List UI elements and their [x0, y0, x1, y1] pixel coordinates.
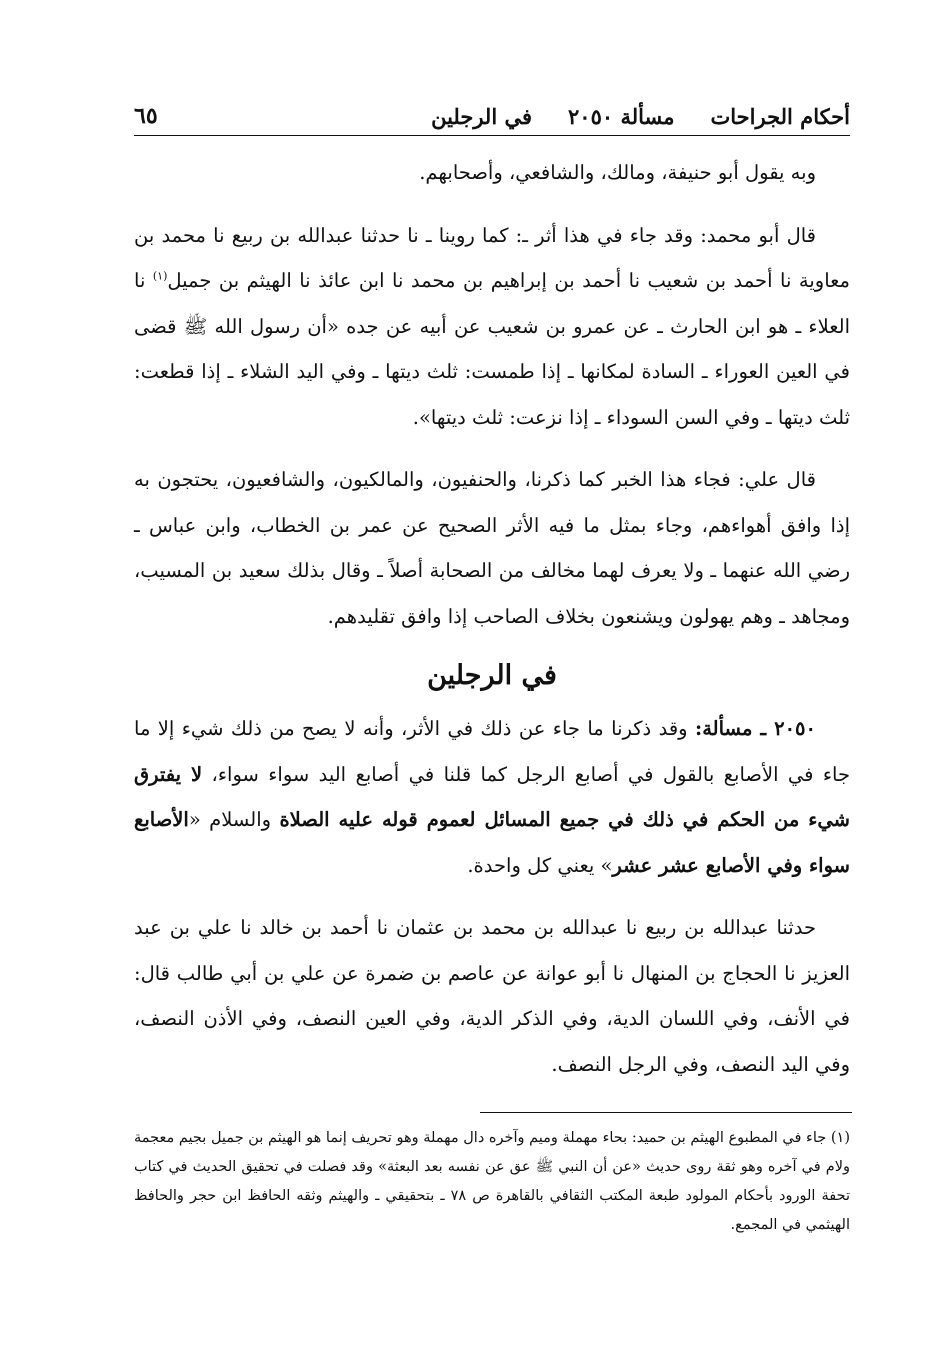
issue-text-c: » يعني كل واحدة.	[467, 853, 613, 877]
footnote-1: (١) جاء في المطبوع الهيثم بن حميد: بحاء مهملة وميم وآخره دال مهملة وهو تحريف إنما هو الهيثم بن جميل بجيم معجمة ولام في آخره وهو ثقة روى حديث «عن أن النبي ﷺ عق عن نفسه بعد البعثة» وقد فصلت في تحقيق الحديث في كتاب تحفة الورود بأحكام المولود طبعة المكتب الثقافي بالقاهرة ص ٧٨ ـ بتحقيقي ـ والهيثم وثقه الحافظ ابن حجر والحافظ الهيثمي في المجمع.	[134, 1130, 850, 1233]
header-titles	[431, 104, 850, 129]
footnote-divider	[480, 1112, 852, 1113]
issue-label: ٢٠٥٠ ـ مسألة:	[695, 717, 816, 740]
footnote-ref-1: (١)	[152, 269, 168, 283]
paragraph-1: وبه يقول أبو حنيفة، ومالك، والشافعي، وأصحابهم.	[419, 161, 816, 184]
page-number: ٦٥	[134, 103, 158, 129]
issue-text-bold: لا يفترق شيء من الحكم في ذلك في جميع المسائل لعموم قوله عليه الصلاة	[134, 762, 850, 831]
header-book-title: أحكام الجراحات	[710, 104, 850, 129]
paragraph-2-text-b: نا العلاء ـ هو ابن الحارث ـ عن عمرو بن شعيب عن أبيه عن جده «أن رسول الله ﷺ قضى في العين العوراء ـ السادة لمكانها ـ إذا طمست: ثلث ديتها ـ وفي اليد الشلاء ـ إذا قطعت: ثلث ديتها ـ وفي السن السوداء ـ إذا نزعت: ثلث ديتها».	[134, 269, 850, 429]
main-text	[134, 150, 850, 1104]
footnotes	[134, 1124, 850, 1240]
paragraph-2	[134, 213, 850, 441]
issue-paragraph	[134, 706, 850, 888]
issue-quote: الأصابع سواء وفي الأصابع عشر عشر	[134, 808, 850, 877]
issue-text-a: وقد ذكرنا ما جاء عن ذلك في الأثر، وأنه لا يصح من ذلك شيء إلا ما جاء في الأصابع بالقول في أصابع الرجل كما قلنا في أصابع اليد سواء سواء،	[134, 717, 850, 786]
header-section: في الرجلين	[431, 104, 533, 129]
paragraph-3: قال علي: فجاء هذا الخبر كما ذكرنا، والحنفيون، والمالكيون، والشافعيون، يحتجون به إذا وافق أهواءهم، وجاء بمثل ما فيه الأثر الصحيح عن عمر بن الخطاب، وابن عباس ـ رضي الله عنهما ـ ولا يعرف لهما مخالف من الصحابة أصلاً ـ وقال بذلك سعيد بن المسيب، ومجاهد ـ وهم يهولون ويشنعون بخلاف الصاحب إذا وافق تقليدهم.	[134, 468, 850, 628]
header-issue: مسألة ٢٠٥٠	[568, 104, 675, 129]
paragraph-5: حدثنا عبدالله بن ربيع نا عبدالله بن محمد بن عثمان نا أحمد بن خالد نا علي بن عبد العزيز نا الحجاج بن المنهال نا أبو عوانة عن عاصم بن ضمرة عن علي بن أبي طالب قال: في الأنف، وفي اللسان الدية، وفي الذكر الدية، وفي العين النصف، وفي الأذن النصف، وفي اليد النصف، وفي الرجل النصف.	[134, 916, 850, 1076]
section-title: في الرجلين	[427, 660, 557, 691]
paragraph-2-text-a: قال أبو محمد: وقد جاء في هذا أثر ـ: كما روينا ـ نا حدثنا عبدالله بن ربيع نا محمد بن معاوية نا أحمد بن شعيب نا أحمد بن إبراهيم بن محمد نا ابن عائذ نا الهيثم بن جميل	[134, 223, 850, 292]
issue-text-b: والسلام «	[188, 808, 280, 831]
running-header	[134, 88, 850, 136]
